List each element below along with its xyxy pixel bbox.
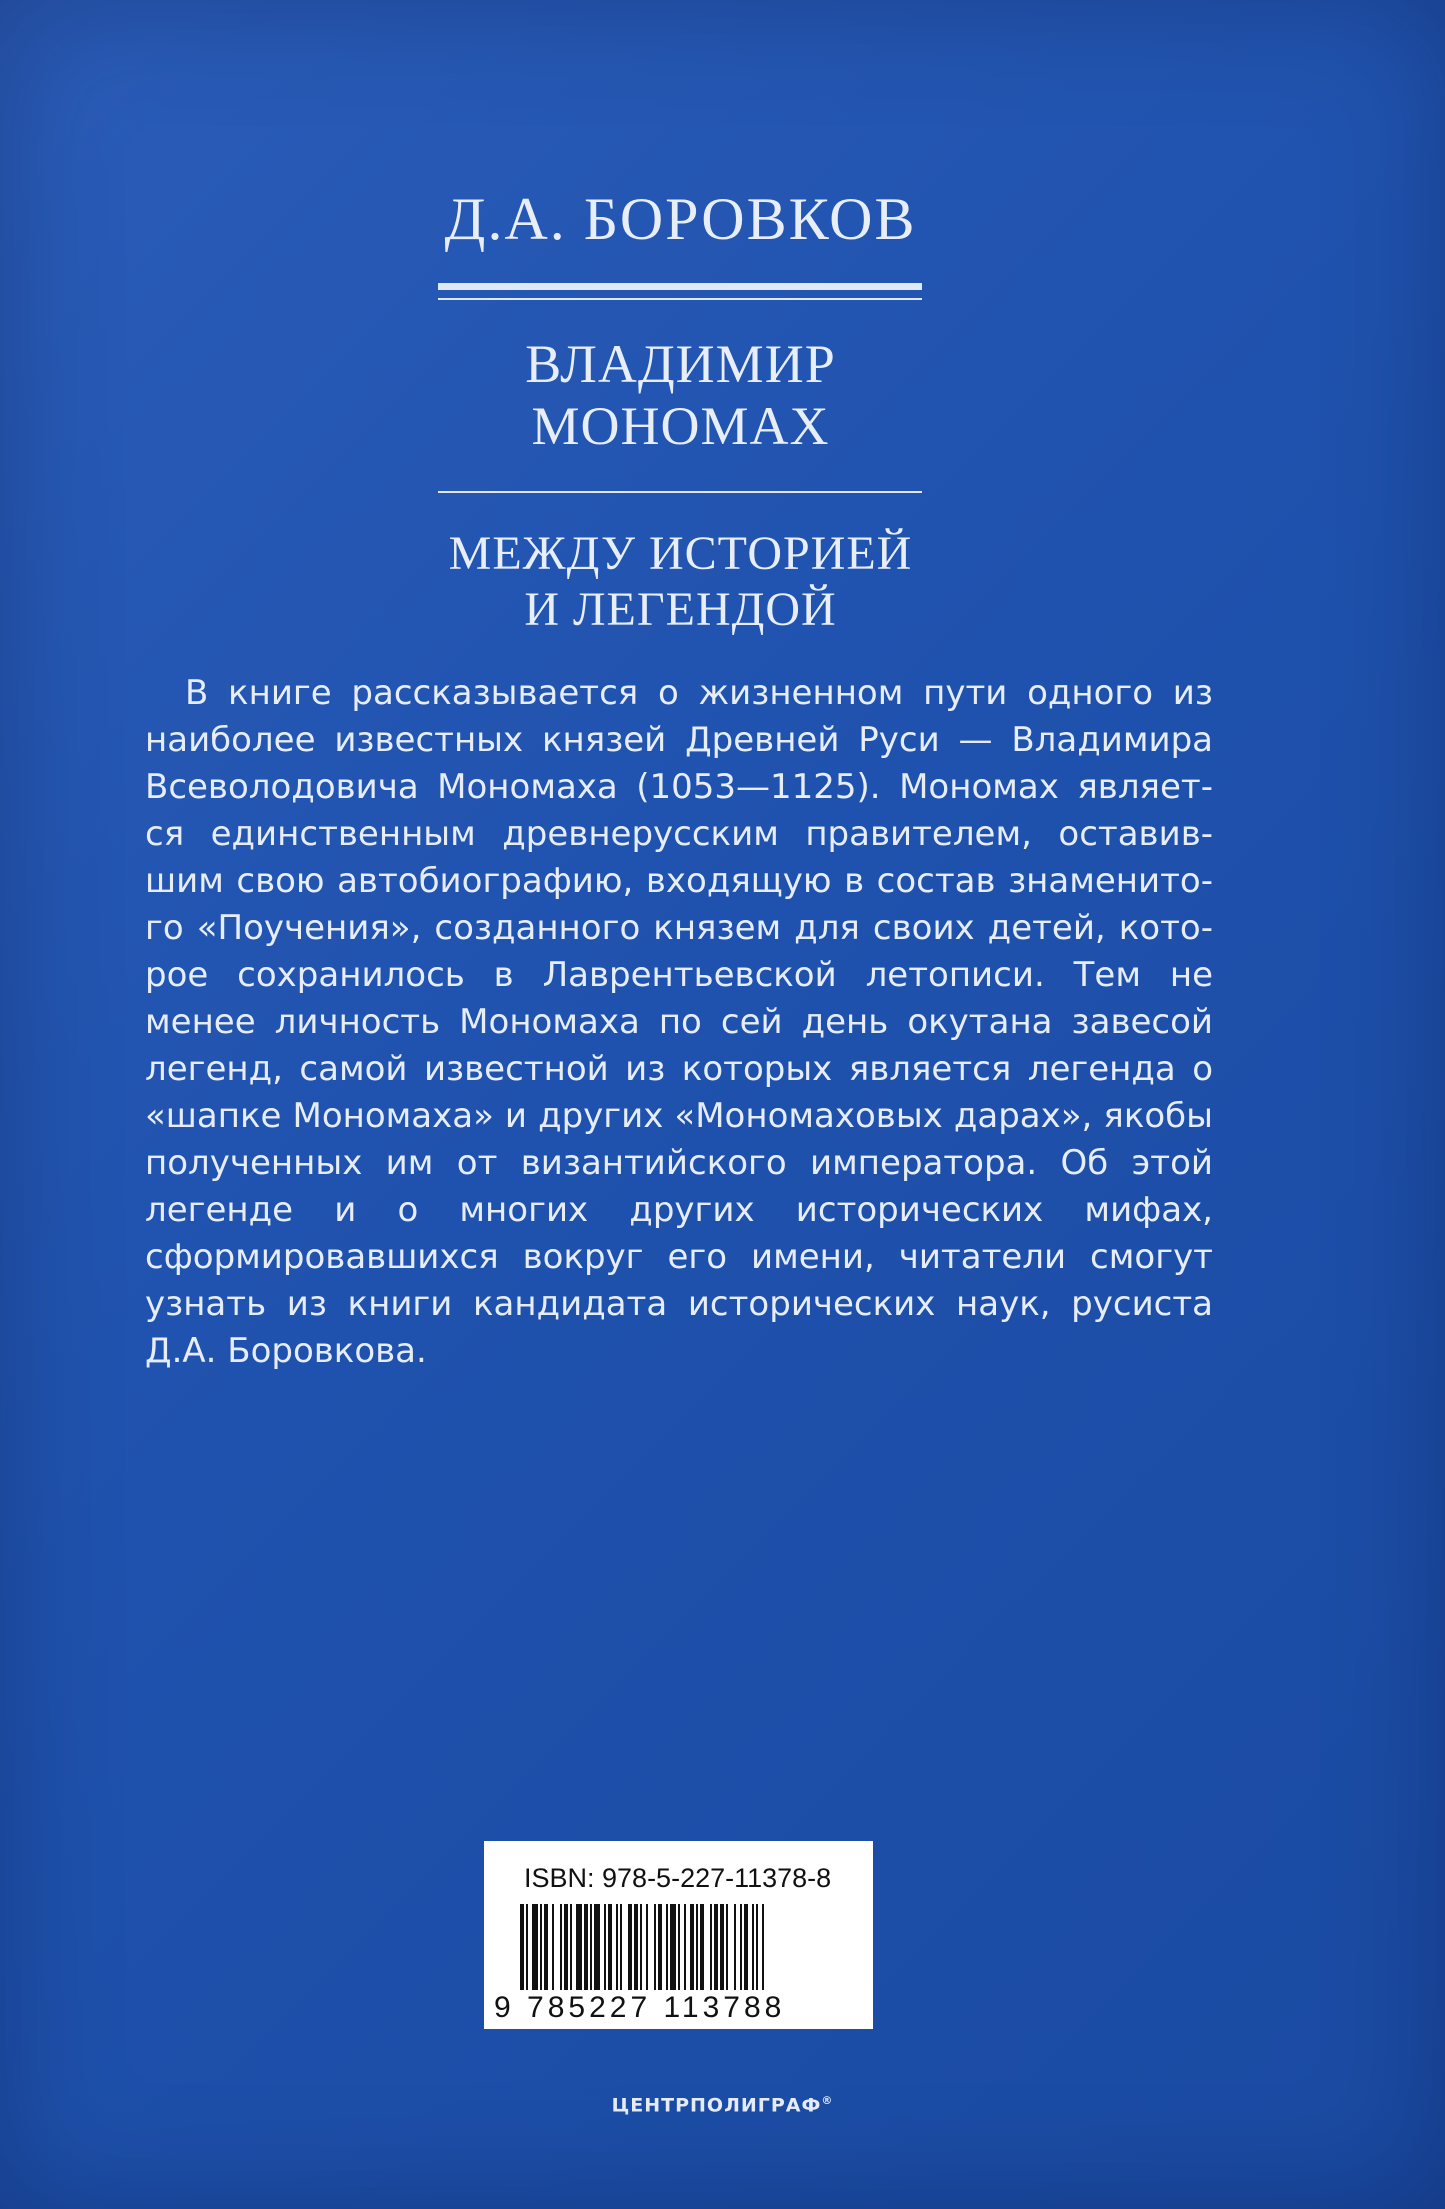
title-line-2: МОНОМАХ <box>531 396 830 456</box>
book-subtitle <box>0 526 1361 638</box>
divider-middle <box>438 491 922 493</box>
barcode-digits: 9 785227 113788 <box>494 1991 786 2024</box>
title-line-1: ВЛАДИМИР <box>525 334 836 394</box>
book-description: В книге рассказывается о жизненном пути одного из наиболее известных князей Древней Руси — Владимира Всеволодовича Мономаха (1053—1125). Мономах являет-ся единственным древнерусским правителем, оставив-шим свою автобиографию, входящую в состав знаменито-го «Поучения», созданного князем для своих детей, кото-рое сохранилось в Лаврентьевской летописи. Тем не менее личность Мономаха по сей день окутана завесой легенд, самой известной из которых является легенда о «шапке Мономаха» и других «Мономаховых дарах», якобы полученных им от византийского императора. Об этой легенде и о многих других исторических мифах, сформировавшихся вокруг его имени, читатели смогут узнать из книги кандидата исторических наук, русиста Д.А. Боровкова. <box>145 673 1213 1371</box>
author-name: Д.А. БОРОВКОВ <box>444 186 917 252</box>
divider-thick <box>438 283 922 290</box>
publisher-logo <box>0 2094 1445 2116</box>
divider-thin <box>438 298 922 300</box>
registered-mark: ® <box>821 2094 834 2107</box>
isbn-number: ISBN: 978-5-227-11378-8 <box>524 1863 832 1893</box>
subtitle-line-1: МЕЖДУ ИСТОРИЕЙ <box>448 527 913 580</box>
barcode <box>520 1904 840 1994</box>
subtitle-line-2: И ЛЕГЕНДОЙ <box>524 583 837 636</box>
isbn-label <box>484 1841 873 2029</box>
publisher-name: ЦЕНТРПОЛИГРАФ <box>611 2094 822 2117</box>
book-title <box>0 333 1361 457</box>
